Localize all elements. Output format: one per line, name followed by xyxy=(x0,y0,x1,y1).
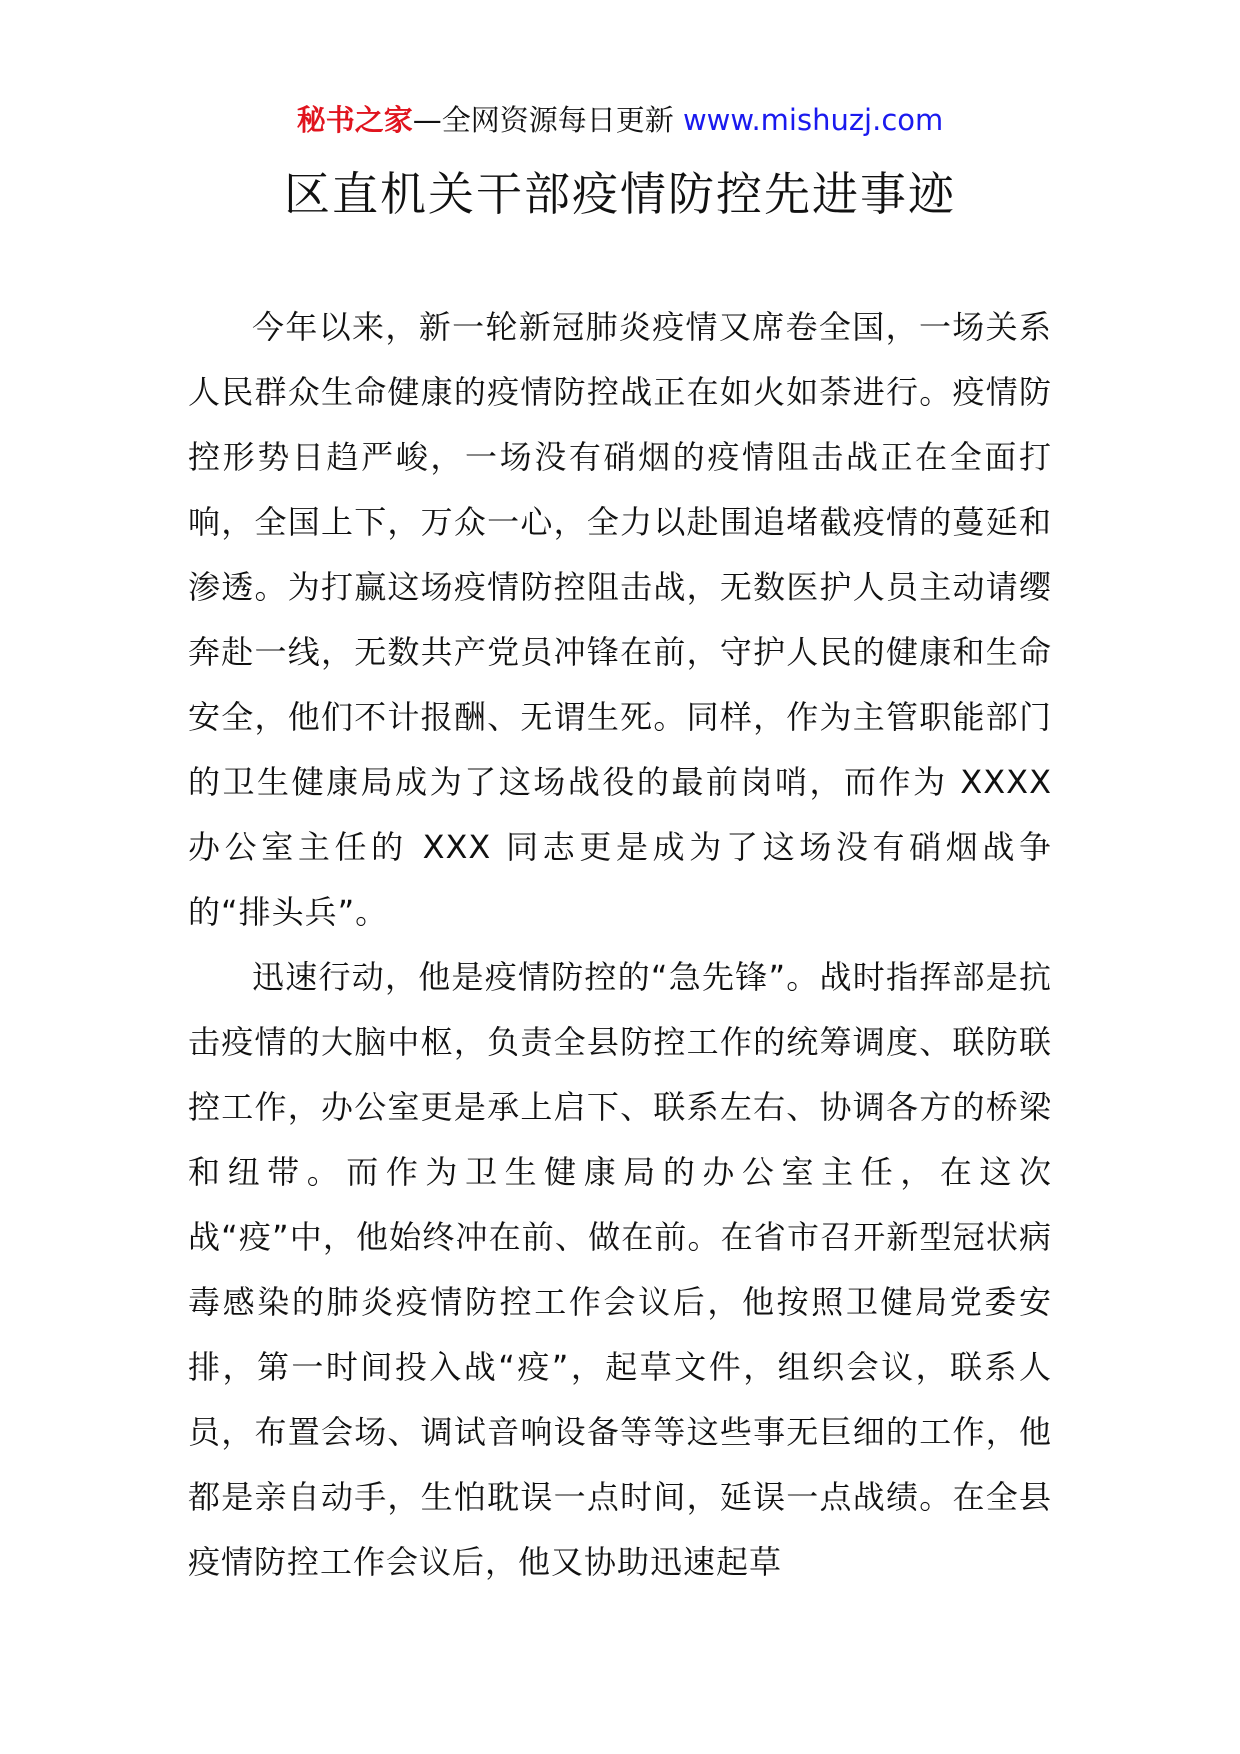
document-title: 区直机关干部疫情防控先进事迹 xyxy=(284,167,956,221)
header-slogan: —全网资源每日更新 xyxy=(412,103,674,137)
paragraph: 迅速行动，他是疫情防控的“急先锋”。战时指挥部是抗击疫情的大脑中枢，负责全县防控工作的统筹调度、联防联控工作，办公室更是承上启下、联系左右、协调各方的桥梁和纽带。而作为卫生健康局的办公室主任，在这次战“疫”中，他始终冲在前、做在前。在省市召开新型冠状病毒感染的肺炎疫情防控工作会议后，他按照卫健局党委安排，第一时间投入战“疫”，起草文件，组织会议，联系人员，布置会场、调试音响设备等等这些事无巨细的工作，他都是亲自动手，生怕耽误一点时间，延误一点战绩。在全县疫情防控工作会议后，他又协助迅速起草 xyxy=(188,958,1052,1581)
document-body xyxy=(188,295,1052,1595)
site-url-link[interactable]: www.mishuzj.com xyxy=(682,103,944,137)
site-header xyxy=(0,100,1240,140)
paragraph: 今年以来，新一轮新冠肺炎疫情又席卷全国，一场关系人民群众生命健康的疫情防控战正在如火如荼进行。疫情防控形势日趋严峻，一场没有硝烟的疫情阻击战正在全面打响，全国上下，万众一心，全力以赴围追堵截疫情的蔓延和渗透。为打赢这场疫情防控阻击战，无数医护人员主动请缨奔赴一线，无数共产党员冲锋在前，守护人民的健康和生命安全，他们不计报酬、无谓生死。同样，作为主管职能部门的卫生健康局成为了这场战役的最前岗哨，而作为 XXXX 办公室主任的 XXX 同志更是成为了这场没有硝烟战争的“排头兵”。 xyxy=(188,308,1052,931)
brand-name: 秘书之家 xyxy=(296,103,413,137)
